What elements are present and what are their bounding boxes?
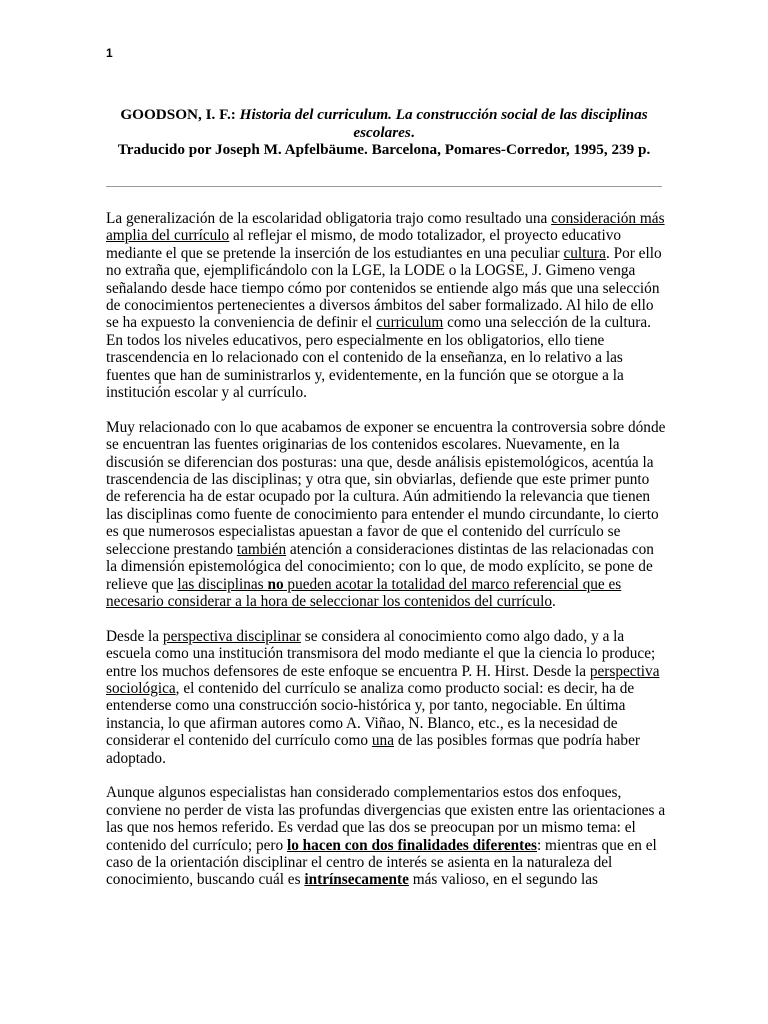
emphasized-text: lo hacen con dos finalidades diferentes — [286, 836, 537, 854]
paragraph — [106, 784, 666, 888]
emphasized-text: intrínsecamente — [304, 871, 409, 889]
text-segment: La generalización de la escolaridad obligatoria trajo como resultado una — [106, 210, 552, 227]
citation-title-line — [106, 106, 662, 141]
emphasized-text: una — [371, 732, 394, 750]
emphasized-text: pueden acotar la totalidad del marco referencial que es necesario considerar a la hora de seleccionar los contenidos del currículo — [106, 575, 622, 610]
page-number: 1 — [106, 46, 113, 60]
emphasized-text: cultura — [563, 244, 606, 262]
document-body — [106, 210, 666, 906]
emphasized-text: perspectiva sociológica — [106, 662, 660, 697]
text-segment: Aunque algunos especialistas han considerado complementarios estos dos enfoques, conviene no perder de vista las profundas divergencias que existen entre las orientaciones a las que nos hemos referido. Es verdad que las dos se preocupan por un mismo tema: el contenido del currículo; pero — [106, 784, 666, 854]
text-segment: : mientras que en el caso de la orientación disciplinar el centro de interés se asienta en la naturaleza del conocimiento, buscando cuál es — [106, 836, 657, 889]
citation-header — [106, 106, 662, 159]
paragraph — [106, 210, 666, 401]
text-segment: al reflejar el mismo, de modo totalizador, el proyecto educativo mediante el que se pretende la inserción de los estudiantes en una peculiar — [106, 227, 622, 262]
citation-translation: Traducido por Joseph M. Apfelbäume. Barcelona, Pomares-Corredor, 1995, 239 p. — [117, 141, 651, 158]
emphasized-text: las disciplinas — [177, 575, 268, 593]
text-segment: Desde la — [106, 627, 163, 645]
emphasized-text: curriculum — [376, 314, 444, 332]
emphasized-text: no — [267, 575, 284, 593]
text-segment: como una selección de la cultura. En todos los niveles educativos, pero especialmente en los obligatorios, ello tiene trascendencia en lo relacionado con el contenido de la enseñanza, en lo relativo a las fuentes que han de suministrarlos y, evidentemente, en la función que se otorgue a la institución escolar y al currículo. — [106, 314, 651, 402]
emphasized-text: consideración más amplia del currículo — [106, 210, 665, 245]
text-segment: , el contenido del currículo se analiza como producto social: es decir, ha de entenderse como una construcción socio-histórica y, por tanto, negociable. En última instancia, lo que afirman autores como A. Viñao, N. Blanco, etc., es la necesidad de considerar el contenido del currículo como — [106, 679, 635, 750]
text-segment: . — [551, 592, 556, 610]
paragraph — [106, 628, 666, 767]
text-segment: atención a consideraciones distintas de las relacionadas con la dimensión epistemológica del conocimiento; con lo que, de modo explícito, se pone de relieve que — [106, 540, 654, 593]
emphasized-text: también — [236, 540, 287, 558]
text-segment: de las posibles formas que podría haber adoptado. — [106, 732, 640, 767]
text-segment: . Por ello no extraña que, ejemplificándolo con la LGE, la LODE o la LOGSE, J. Gimeno venga señalando desde hace tiempo cómo por contenidos se entiende algo más que una selección de conocimientos pertenecientes a diversos ámbitos del saber formalizado. Al hilo de ello se ha expuesto la conveniencia de definir el — [106, 244, 662, 332]
emphasized-text: perspectiva disciplinar — [162, 627, 301, 645]
text-segment: se considera al conocimiento como algo dado, y a la escuela como una institución transmisora del modo mediante el que la ciencia lo produce; entre los muchos defensores de este enfoque se encuentra P. H. Hirst. Desde la — [106, 627, 656, 680]
citation-title-end: . — [410, 123, 415, 141]
citation-title: Historia del curriculum. La construcción social de las disciplinas escolares — [239, 106, 648, 141]
paragraph — [106, 419, 666, 610]
text-segment: más valioso, en el segundo las — [408, 871, 598, 889]
text-segment: Muy relacionado con lo que acabamos de exponer se encuentra la controversia sobre dónde se encuentran las fuentes originarias de los contenidos escolares. Nuevamente, en la discusión se diferencian dos posturas: una que, desde análisis epistemológicos, acentúa la trascendencia de las disciplinas; y otra que, sin obviarlas, defiende que este primer punto de referencia ha de estar ocupado por la cultura. Aún admitiendo la relevancia que tienen las disciplinas como fuente de conocimiento para entender el mundo circundante, lo cierto es que numerosos especialistas apuestan a favor de que el contenido del currículo se seleccione prestando — [106, 418, 666, 558]
horizontal-divider — [106, 186, 662, 187]
citation-author: GOODSON, I. F.: — [120, 106, 240, 123]
